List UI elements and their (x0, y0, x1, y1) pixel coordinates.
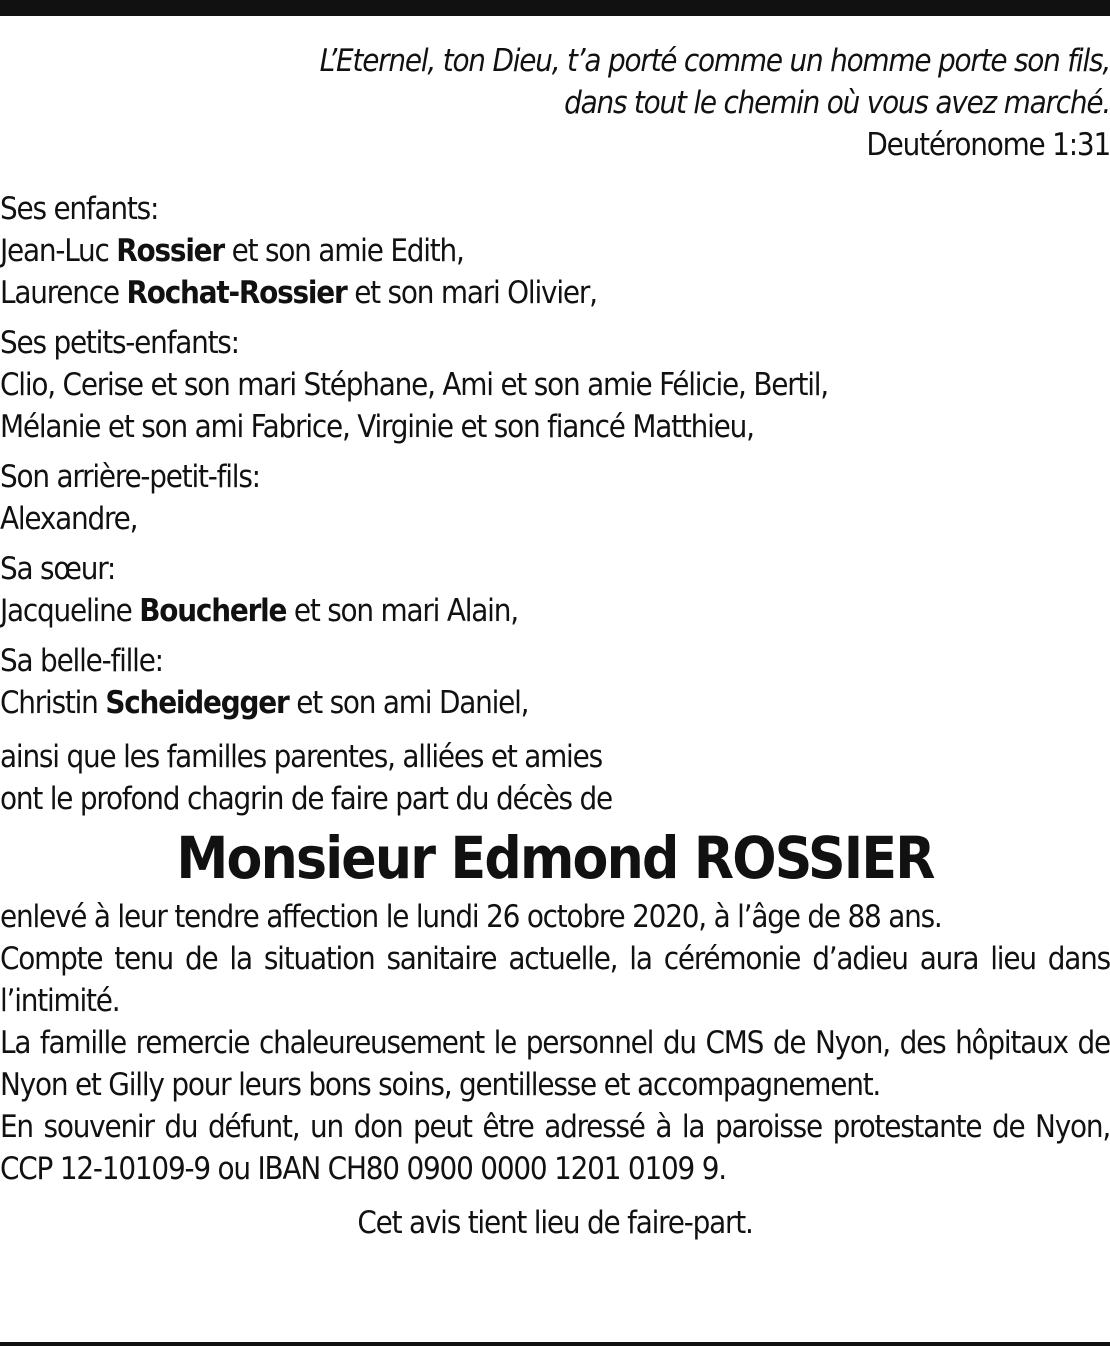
verse-reference: Deutéronome 1:31 (866, 127, 1110, 163)
sister-section (0, 548, 1110, 632)
body-paragraph-donation: En souvenir du défunt, un don peut être adressé à la paroisse protestante de Nyon, CCP 12-10109-9 ou IBAN CH80 0900 0000 1201 0109 9. (0, 1109, 1110, 1187)
child-line-2 (0, 272, 1110, 314)
daughter-in-law-line (0, 682, 1110, 724)
first-name: Christin (0, 685, 98, 721)
bible-verse (0, 40, 1110, 166)
grandchildren-line-2: Mélanie et son ami Fabrice, Virginie et son fiancé Matthieu, (0, 409, 754, 445)
bottom-rule (0, 1342, 1110, 1346)
sister-line (0, 590, 1110, 632)
closing-line: Cet avis tient lieu de faire-part. (357, 1205, 753, 1241)
surname: Rochat-Rossier (126, 275, 347, 311)
great-grandchild-section (0, 456, 1110, 540)
verse-line-1: L’Eternel, ton Dieu, t’a porté comme un homme porte son fils, (319, 43, 1110, 79)
grandchildren-heading: Ses petits-enfants: (0, 325, 239, 361)
first-name: Jacqueline (0, 593, 132, 629)
relation-text: et son ami Daniel, (296, 685, 529, 721)
first-name: Laurence (0, 275, 119, 311)
first-name: Jean-Luc (0, 233, 109, 269)
obituary-notice (0, 40, 1110, 1244)
daughter-in-law-heading: Sa belle-fille: (0, 643, 163, 679)
grandchildren-line-1: Clio, Cerise et son mari Stéphane, Ami et son amie Félicie, Bertil, (0, 367, 828, 403)
relation-text: et son mari Alain, (293, 593, 518, 629)
grandchildren-section (0, 322, 1110, 448)
children-heading: Ses enfants: (0, 191, 159, 227)
great-grandchild-line: Alexandre, (0, 501, 138, 537)
deceased-name: Monsieur Edmond ROSSIER (176, 824, 934, 892)
body-paragraph-ceremony: Compte tenu de la situation sanitaire actuelle, la cérémonie d’adieu aura lieu dans l’intimité. (0, 941, 1110, 1019)
child-line-1 (0, 230, 1110, 272)
verse-line-2: dans tout le chemin où vous avez marché. (564, 85, 1110, 121)
announcement-section (0, 736, 1110, 820)
surname: Boucherle (139, 593, 287, 629)
body-section (0, 896, 1110, 1190)
relation-text: et son mari Olivier, (354, 275, 597, 311)
relation-text: et son amie Edith, (231, 233, 464, 269)
top-rule (0, 0, 1110, 16)
body-paragraph-thanks: La famille remercie chaleureusement le personnel du CMS de Nyon, des hôpitaux de Nyon et Gilly pour leurs bons soins, gentillesse et accompagnement. (0, 1025, 1110, 1103)
surname: Scheidegger (105, 685, 289, 721)
children-section (0, 188, 1110, 314)
body-line-1: enlevé à leur tendre affection le lundi 26 octobre 2020, à l’âge de 88 ans. (0, 899, 942, 935)
daughter-in-law-section (0, 640, 1110, 724)
announcement-line-1: ainsi que les familles parentes, alliées et amies (0, 739, 602, 775)
great-grandchild-heading: Son arrière-petit-fils: (0, 459, 260, 495)
surname: Rossier (116, 233, 224, 269)
announcement-line-2: ont le profond chagrin de faire part du décès de (0, 781, 613, 817)
sister-heading: Sa sœur: (0, 551, 116, 587)
